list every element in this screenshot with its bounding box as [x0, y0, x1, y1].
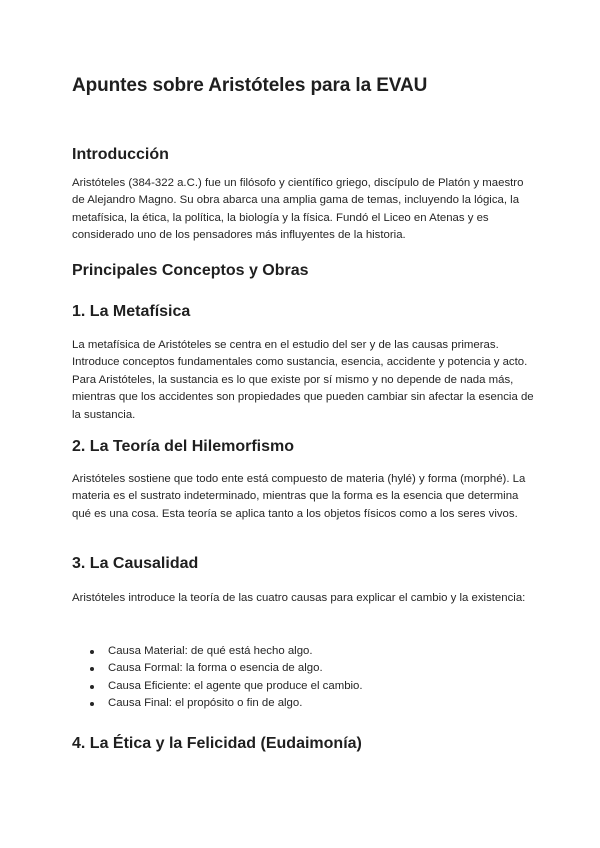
list-item: Causa Material: de qué está hecho algo.	[72, 643, 532, 660]
list-item: Causa Eficiente: el agente que produce el cambio.	[72, 678, 532, 695]
intro-paragraph: Aristóteles (384-322 a.C.) fue un filósofo y científico griego, discípulo de Platón y maestro de Alejandro Magno. Su obra abarca una amplia gama de temas, incluyendo la lógica, la metafísica, la ética, la política, la biología y la física. Fundó el Liceo en Atenas y es considerado uno de los pensadores más influyentes de la historia.	[72, 177, 524, 242]
list-item: Causa Formal: la forma o esencia de algo.	[72, 660, 532, 677]
section-metafisica-paragraph: La metafísica de Aristóteles se centra en el estudio del ser y de las causas primeras. Introduce conceptos fundamentales como sustancia, esencia, accidente y potencia y acto. Para Aristóteles, la sustancia es lo que existe por sí mismo y no depende de nada más, mientras que los accidentes son propiedades que pueden cambiar sin afectar la esencia de la sustancia.	[72, 339, 534, 421]
list-item: Causa Final: el propósito o fin de algo.	[72, 695, 532, 712]
section-hilemorfismo-paragraph: Aristóteles sostiene que todo ente está compuesto de materia (hylé) y forma (morphé). La materia es el sustrato indeterminado, mientras que la forma es la esencia que determina qué es una cosa. Esta teoría se aplica tanto a los objetos físicos como a los seres vivos.	[72, 473, 526, 520]
section-causalidad-paragraph: Aristóteles introduce la teoría de las cuatro causas para explicar el cambio y la existencia:	[72, 592, 526, 604]
section-causalidad-heading: 3. La Causalidad	[72, 555, 199, 572]
causes-list	[72, 643, 532, 713]
intro-heading: Introducción	[72, 146, 169, 163]
document-title: Apuntes sobre Aristóteles para la EVAU	[72, 75, 428, 96]
section-hilemorfismo-heading: 2. La Teoría del Hilemorfismo	[72, 438, 294, 455]
concepts-heading: Principales Conceptos y Obras	[72, 262, 309, 279]
section-metafisica-heading: 1. La Metafísica	[72, 303, 191, 320]
section-etica-heading: 4. La Ética y la Felicidad (Eudaimonía)	[72, 735, 362, 752]
